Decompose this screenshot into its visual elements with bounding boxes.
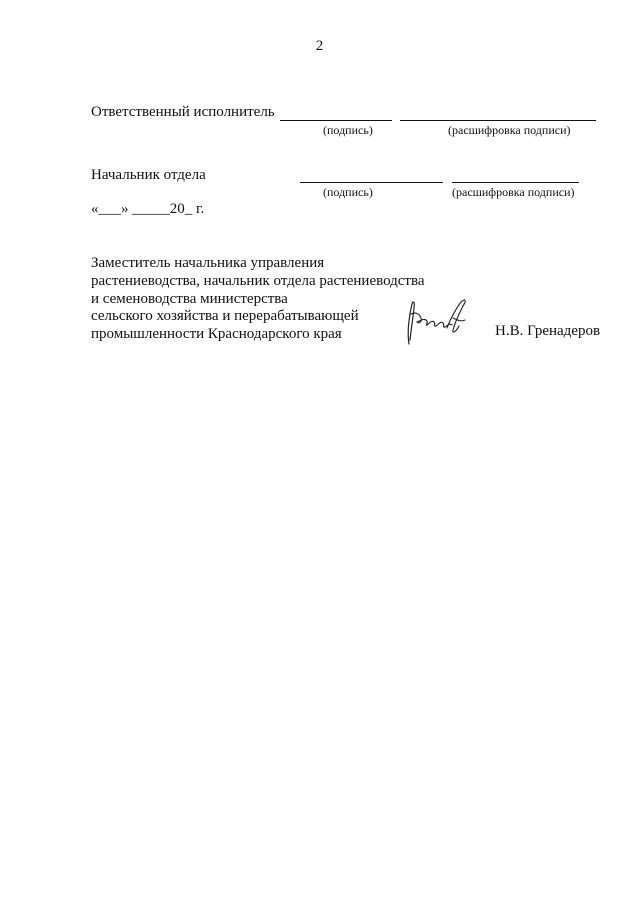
date-line: «___» _____20_ г. [91,201,205,217]
responsible-decoding-line [400,120,596,121]
deputy-line-5: промышленности Краснодарского края [91,326,342,343]
deputy-line-3: и семеноводства министерства [91,290,288,307]
responsible-signature-caption: (подпись) [323,123,373,137]
page-number: 2 [315,38,324,54]
responsible-executor-label: Ответственный исполнитель [91,104,275,120]
head-decoding-line [452,182,579,183]
deputy-position-block [91,255,425,344]
signatory-name: Н.В. Гренадеров [495,323,601,339]
head-decoding-caption: (расшифровка подписи) [452,185,575,199]
handwritten-signature [403,296,473,348]
deputy-line-1: Заместитель начальника управления [91,255,325,271]
deputy-line-2: растениеводства, начальник отдела растениеводства [91,272,425,289]
head-signature-line [300,182,443,183]
deputy-line-4: сельского хозяйства и перерабатывающей [91,308,359,325]
head-of-department-label: Начальник отдела [91,167,206,183]
head-signature-caption: (подпись) [323,185,373,199]
responsible-signature-line [280,120,392,121]
responsible-decoding-caption: (расшифровка подписи) [448,123,571,137]
